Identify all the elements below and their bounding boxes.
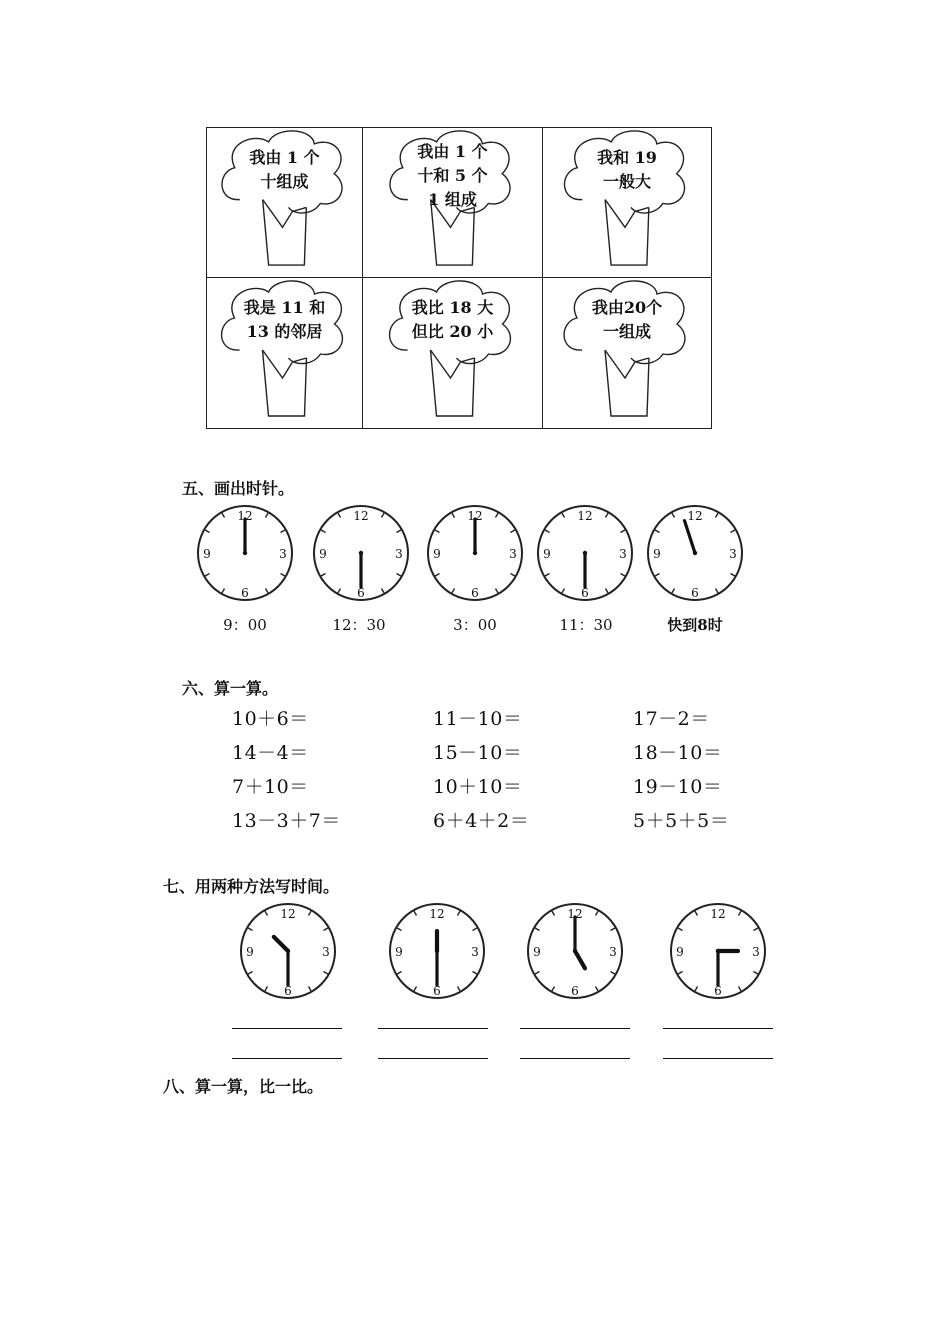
clock-tick — [397, 928, 401, 931]
clock-tick — [621, 574, 625, 577]
clock-number: 12 — [429, 907, 445, 921]
clock-number: 9 — [543, 547, 551, 561]
clock-tick — [535, 928, 539, 931]
clock-tick — [265, 911, 268, 915]
clock-tick — [731, 530, 735, 533]
clock-tick — [731, 574, 735, 577]
clock-number: 6 — [581, 586, 589, 600]
clock-tick — [695, 987, 698, 991]
clock-number: 12 — [687, 509, 703, 523]
tree-text: 我是 11 和 13 的邻居 — [243, 298, 326, 341]
clock-tick — [496, 513, 499, 517]
clock-number: 3 — [729, 547, 737, 561]
clock-tick — [397, 972, 401, 975]
section-7-title: 七、用两种方法写时间。 — [163, 877, 340, 896]
tree-card — [207, 128, 363, 278]
clock-face[interactable] — [195, 503, 295, 603]
clock-number: 6 — [471, 586, 479, 600]
clock-tick — [458, 911, 461, 915]
clock-tick — [606, 589, 609, 593]
clock-tick — [266, 589, 269, 593]
clock-tick — [281, 574, 285, 577]
clock-number: 3 — [609, 945, 617, 959]
clock-tick — [321, 574, 325, 577]
equation: 15－10＝ — [433, 742, 523, 764]
clock-svg — [535, 503, 635, 603]
clock-time-label: 11：30 — [559, 616, 613, 634]
tree-text: 我由 1 个 十组成 — [249, 148, 320, 191]
equation: 10＋10＝ — [433, 776, 523, 798]
clock-center — [693, 551, 697, 555]
answer-blank[interactable] — [520, 1028, 630, 1029]
clock-tick — [414, 911, 417, 915]
equation: 14－4＝ — [232, 742, 309, 764]
clock-tick — [309, 987, 312, 991]
clock-svg — [525, 901, 625, 1001]
tree-trunk — [263, 200, 307, 266]
clock-svg — [387, 901, 487, 1001]
clock-number: 3 — [509, 547, 517, 561]
clock-center — [716, 949, 720, 953]
minute-hand — [684, 521, 695, 553]
clock-tick — [754, 928, 758, 931]
answer-blank[interactable] — [232, 1058, 342, 1059]
clock-center — [243, 551, 247, 555]
clock-number: 3 — [322, 945, 330, 959]
clock-tick — [552, 987, 555, 991]
clock-number: 9 — [319, 547, 327, 561]
clock-number: 12 — [237, 509, 253, 523]
equation: 19－10＝ — [633, 776, 723, 798]
clock-center — [435, 949, 439, 953]
clock-number: 12 — [710, 907, 726, 921]
clock-tick — [695, 911, 698, 915]
clock-tick — [265, 987, 268, 991]
clock-number: 12 — [467, 509, 483, 523]
answer-blank[interactable] — [378, 1058, 488, 1059]
clock-center — [359, 551, 363, 555]
clock-face — [238, 901, 338, 1001]
clock-tick — [452, 513, 455, 517]
clock-tick — [266, 513, 269, 517]
clock-tick — [606, 513, 609, 517]
clock-number: 3 — [619, 547, 627, 561]
clock-tick — [205, 530, 209, 533]
tree-trunk — [605, 200, 649, 266]
clock-tick — [473, 972, 477, 975]
equation: 11－10＝ — [433, 708, 523, 730]
clock-tick — [562, 589, 565, 593]
clock-center — [583, 551, 587, 555]
clock-tick — [739, 911, 742, 915]
clock-number: 6 — [433, 984, 441, 998]
clock-number: 3 — [395, 547, 403, 561]
tree-card — [207, 278, 363, 428]
equation: 5＋5＋5＝ — [633, 810, 730, 832]
clock-tick — [321, 530, 325, 533]
clock-tick — [545, 574, 549, 577]
clock-face[interactable] — [645, 503, 745, 603]
clock-time-label: 9：00 — [223, 616, 267, 634]
clock-number: 9 — [246, 945, 254, 959]
clock-tick — [414, 987, 417, 991]
tree-trunk — [431, 350, 475, 416]
hour-hand — [575, 951, 585, 968]
clock-number: 3 — [471, 945, 479, 959]
answer-blank[interactable] — [663, 1058, 773, 1059]
clock-time-label: 快到8时 — [667, 616, 723, 634]
clock-tick — [222, 589, 225, 593]
clock-tick — [655, 530, 659, 533]
tree-text: 我和 19 一般大 — [597, 148, 657, 191]
clock-tick — [496, 589, 499, 593]
clock-tick — [397, 574, 401, 577]
equation: 7＋10＝ — [232, 776, 309, 798]
clock-tick — [309, 911, 312, 915]
clock-number: 6 — [571, 984, 579, 998]
clock-number: 3 — [279, 547, 287, 561]
clock-tick — [672, 589, 675, 593]
tree-grid — [206, 127, 712, 429]
tree-card — [363, 278, 543, 428]
clock-number: 9 — [203, 547, 211, 561]
clock-tick — [545, 530, 549, 533]
clock-tick — [716, 513, 719, 517]
clock-number: 6 — [691, 586, 699, 600]
clock-face[interactable] — [425, 503, 525, 603]
clock-tick — [248, 972, 252, 975]
clock-face[interactable] — [535, 503, 635, 603]
clock-svg — [195, 503, 295, 603]
clock-number: 6 — [284, 984, 292, 998]
section-5-title: 五、画出时针。 — [182, 479, 295, 498]
equation: 18－10＝ — [633, 742, 723, 764]
clock-svg — [645, 503, 745, 603]
clock-number: 6 — [241, 586, 249, 600]
clock-tick — [552, 911, 555, 915]
equation: 10＋6＝ — [232, 708, 309, 730]
clock-tick — [739, 987, 742, 991]
clock-face — [668, 901, 768, 1001]
answer-blank[interactable] — [520, 1058, 630, 1059]
clock-svg — [668, 901, 768, 1001]
clock-tick — [397, 530, 401, 533]
clock-tick — [621, 530, 625, 533]
clock-tick — [716, 589, 719, 593]
clock-number: 3 — [752, 945, 760, 959]
tree-text: 我由20个 一组成 — [591, 298, 663, 341]
clock-tick — [611, 972, 615, 975]
clock-svg — [238, 901, 338, 1001]
clock-face — [387, 901, 487, 1001]
clock-tick — [338, 513, 341, 517]
tree-card — [363, 128, 543, 278]
clock-number: 12 — [280, 907, 296, 921]
clock-tick — [596, 987, 599, 991]
answer-blank[interactable] — [378, 1028, 488, 1029]
clock-number: 9 — [653, 547, 661, 561]
equation: 17－2＝ — [633, 708, 710, 730]
equation: 6＋4＋2＝ — [433, 810, 530, 832]
clock-center — [573, 949, 577, 953]
tree-text: 我由 1 个 十和 5 个 1 组成 — [417, 142, 488, 209]
equation: 13－3＋7＝ — [232, 810, 341, 832]
clock-number: 9 — [395, 945, 403, 959]
tree-card — [543, 278, 711, 428]
clock-tick — [672, 513, 675, 517]
clock-number: 6 — [714, 984, 722, 998]
clock-tick — [511, 530, 515, 533]
clock-tick — [473, 928, 477, 931]
clock-tick — [222, 513, 225, 517]
clock-svg — [425, 503, 525, 603]
clock-number: 9 — [533, 945, 541, 959]
tree-trunk — [605, 350, 649, 416]
clock-tick — [452, 589, 455, 593]
answer-blank[interactable] — [663, 1028, 773, 1029]
clock-number: 9 — [676, 945, 684, 959]
tree-trunk — [263, 350, 307, 416]
clock-center — [286, 949, 290, 953]
clock-tick — [382, 513, 385, 517]
clock-tick — [338, 589, 341, 593]
clock-tick — [655, 574, 659, 577]
clock-tick — [678, 972, 682, 975]
clock-number: 12 — [567, 907, 583, 921]
clock-tick — [535, 972, 539, 975]
clock-tick — [324, 928, 328, 931]
clock-number: 12 — [353, 509, 369, 523]
clock-tick — [324, 972, 328, 975]
clock-tick — [382, 589, 385, 593]
clock-time-label: 12：30 — [332, 616, 386, 634]
clock-tick — [511, 574, 515, 577]
tree-card — [543, 128, 711, 278]
clock-tick — [435, 574, 439, 577]
clock-svg — [311, 503, 411, 603]
clock-time-label: 3：00 — [453, 616, 497, 634]
clock-face — [525, 901, 625, 1001]
clock-center — [473, 551, 477, 555]
clock-tick — [205, 574, 209, 577]
clock-tick — [281, 530, 285, 533]
clock-number: 9 — [433, 547, 441, 561]
clock-tick — [678, 928, 682, 931]
clock-number: 12 — [577, 509, 593, 523]
clock-tick — [596, 911, 599, 915]
section-6-title: 六、算一算。 — [182, 679, 279, 698]
clock-tick — [611, 928, 615, 931]
clock-number: 6 — [357, 586, 365, 600]
clock-tick — [458, 987, 461, 991]
answer-blank[interactable] — [232, 1028, 342, 1029]
section-8-title: 八、算一算，比一比。 — [163, 1077, 324, 1096]
tree-text: 我比 18 大 但比 20 小 — [411, 298, 494, 341]
clock-tick — [754, 972, 758, 975]
clock-face[interactable] — [311, 503, 411, 603]
clock-tick — [562, 513, 565, 517]
hour-hand — [274, 937, 288, 951]
clock-tick — [435, 530, 439, 533]
clock-tick — [248, 928, 252, 931]
